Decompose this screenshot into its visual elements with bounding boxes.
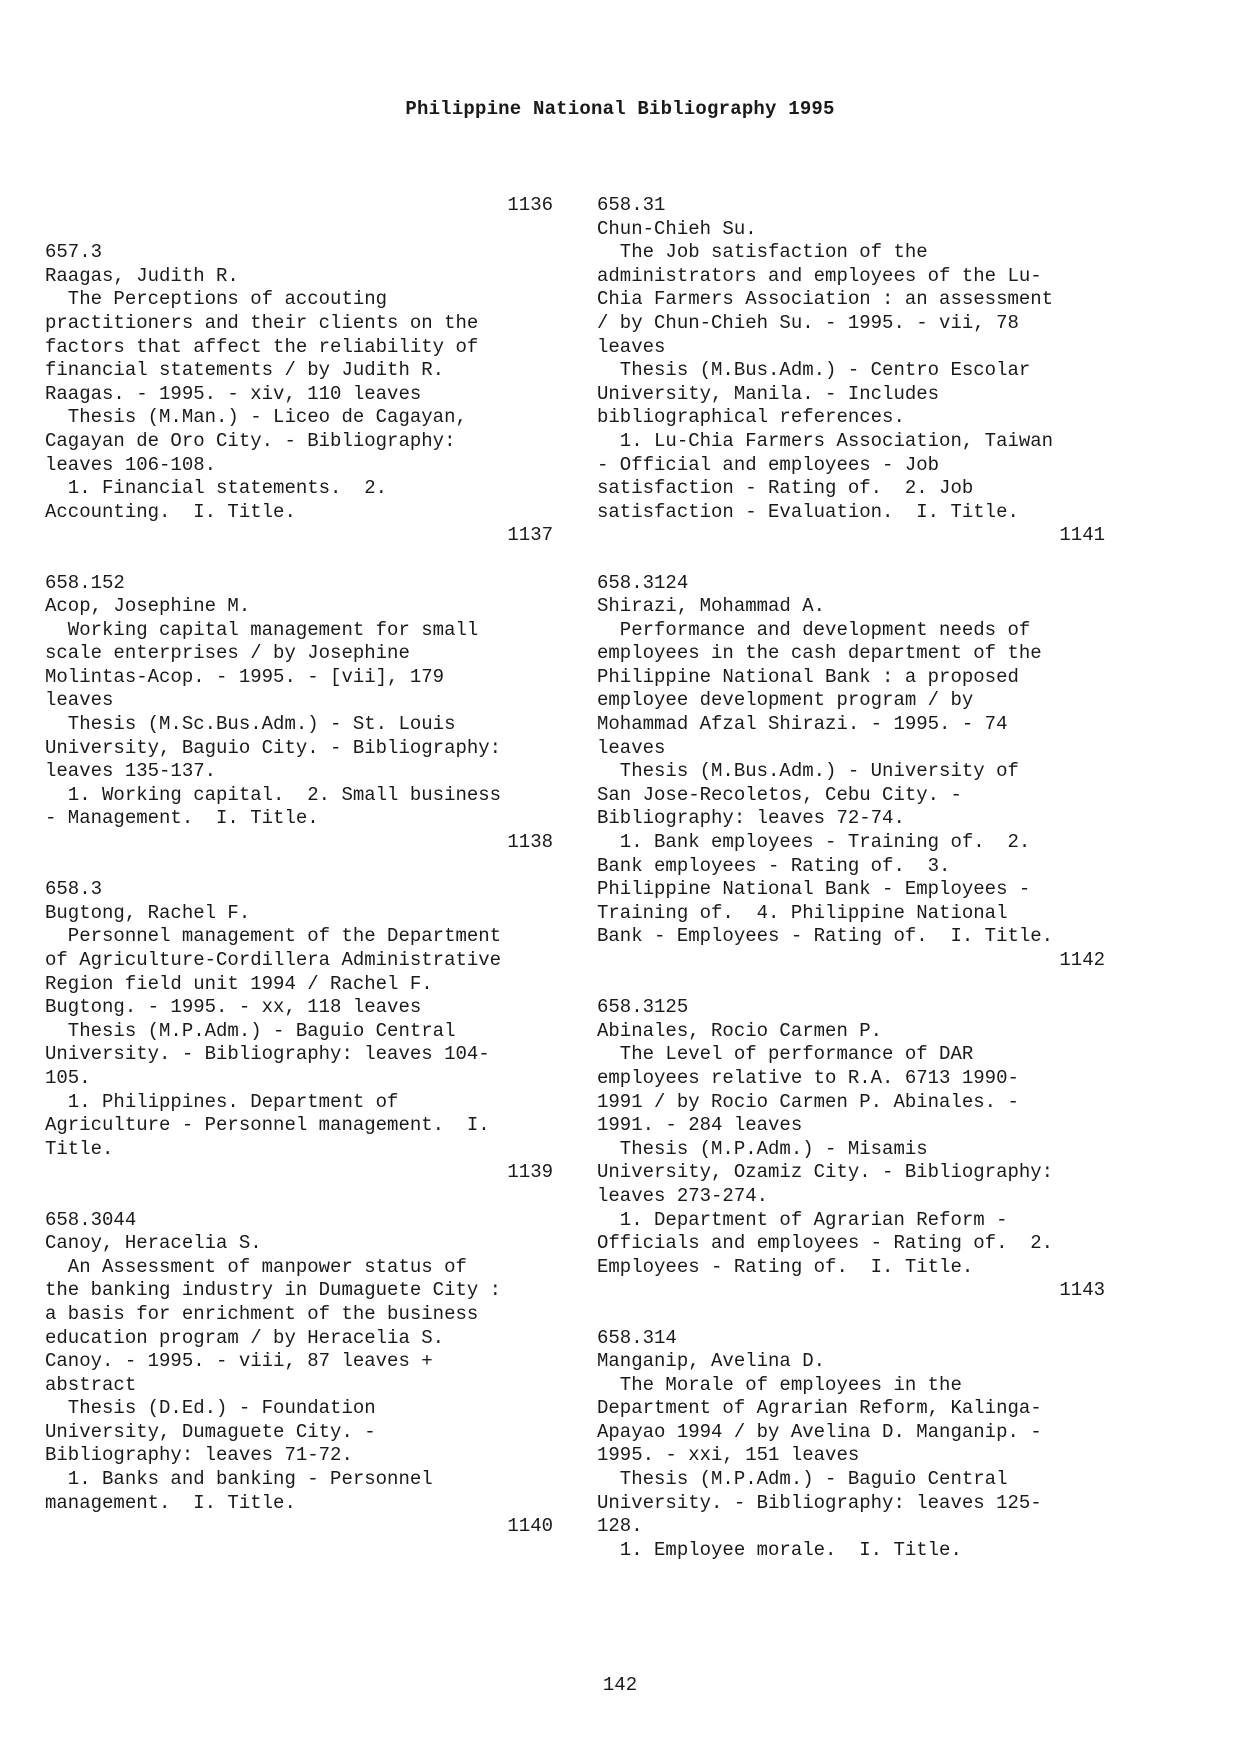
entry-line: Molintas-Acop. - 1995. - [vii], 179: [45, 665, 445, 688]
entry-line: An Assessment of manpower status of: [45, 1255, 467, 1278]
entry-line: leaves 106-108.: [45, 453, 217, 476]
entry-number: 1137: [507, 524, 553, 547]
entry-line: University, Dumaguete City. -: [45, 1420, 376, 1443]
entry-line: Bugtong, Rachel F.: [45, 901, 251, 924]
entry-line: employee development program / by: [597, 689, 974, 712]
entry-line: leaves: [597, 335, 666, 358]
entry-line: Abinales, Rocio Carmen P.: [597, 1019, 883, 1042]
entry-line: University, Manila. - Includes: [597, 382, 940, 405]
entry-line: leaves: [45, 689, 114, 712]
page-title: Philippine National Bibliography 1995: [405, 98, 835, 120]
entry-line: 658.31: [597, 194, 666, 216]
entry-number: 1142: [1059, 949, 1105, 971]
entry-line: University. - Bibliography: leaves 125-: [597, 1491, 1042, 1514]
entry-line: Officials and employees - Rating of. 2.: [597, 1232, 1054, 1255]
entry-line: 1. Lu-Chia Farmers Association, Taiwan: [597, 429, 1054, 452]
entry-line: Thesis (M.Bus.Adm.) - University of: [597, 760, 1019, 783]
entry-line: [45, 218, 553, 242]
entry-line: 1995. - xxi, 151 leaves: [597, 1444, 860, 1467]
entry-line: Philippine National Bank : a proposed: [597, 665, 1019, 688]
entry-line: [45, 1185, 553, 1209]
entry-line: 658.314: [597, 1326, 677, 1349]
entry-line: Working capital management for small: [45, 618, 479, 641]
entry-line: bibliographical references.: [597, 406, 905, 429]
entry-line: 1. Department of Agrarian Reform -: [597, 1208, 1008, 1231]
entry-line: The Job satisfaction of the: [597, 241, 928, 264]
entry-line: University, Baguio City. - Bibliography:: [45, 736, 502, 759]
entry-line: Philippine National Bank - Employees -: [597, 878, 1031, 901]
entry-line: employees in the cash department of the: [597, 642, 1042, 665]
entry-line: 1. Financial statements. 2.: [45, 477, 388, 500]
entry-line: Mohammad Afzal Shirazi. - 1995. - 74: [597, 713, 1008, 736]
entry-line: Region field unit 1994 / Rachel F.: [45, 972, 433, 995]
entry-number: 1143: [1059, 1279, 1105, 1302]
entry-line: management. I. Title.: [45, 1491, 296, 1514]
entry-line: [597, 1303, 1105, 1327]
entry-line: the banking industry in Dumaguete City :: [45, 1279, 502, 1302]
entry-line: leaves: [597, 736, 666, 759]
entry-line: 658.3125: [597, 996, 689, 1019]
entry-line: administrators and employees of the Lu-: [597, 264, 1042, 287]
entry-line: employees relative to R.A. 6713 1990-: [597, 1066, 1019, 1089]
entry-line: satisfaction - Rating of. 2. Job: [597, 477, 974, 500]
entry-line: 658.152: [45, 571, 125, 594]
entry-line: [597, 548, 1105, 572]
entry-line: 1. Banks and banking - Personnel: [45, 1468, 433, 1491]
entry-line: San Jose-Recoletos, Cebu City. -: [597, 783, 962, 806]
entry-line: Bibliography: leaves 72-74.: [597, 807, 905, 830]
entry-line: [45, 548, 553, 572]
entry-line: factors that affect the reliability of: [45, 335, 479, 358]
entry-number: 1139: [507, 1161, 553, 1184]
entry-line: University. - Bibliography: leaves 104-: [45, 1043, 490, 1066]
entry-line: Training of. 4. Philippine National: [597, 901, 1008, 924]
entry-line: Agriculture - Personnel management. I.: [45, 1114, 490, 1137]
entry-line: practitioners and their clients on the: [45, 311, 479, 334]
entry-line: Thesis (M.Sc.Bus.Adm.) - St. Louis: [45, 713, 456, 736]
entry-line: Accounting. I. Title.: [45, 500, 296, 523]
entry-line: 1. Philippines. Department of: [45, 1090, 399, 1113]
entry-number: 1140: [507, 1515, 553, 1538]
entry-line: of Agriculture-Cordillera Administrative: [45, 949, 502, 971]
entry-number: 1138: [507, 831, 553, 854]
entry-line: [45, 855, 553, 879]
entry-line: Performance and development needs of: [597, 618, 1031, 641]
entry-line: Chun-Chieh Su.: [597, 217, 757, 240]
entry-line: satisfaction - Evaluation. I. Title.: [597, 500, 1019, 523]
entry-line: 658.3124: [597, 571, 689, 594]
entry-line: Acop, Josephine M.: [45, 595, 251, 618]
entry-line: 1. Bank employees - Training of. 2.: [597, 831, 1031, 854]
entry-line: - Official and employees - Job: [597, 453, 940, 476]
entry-line: 1. Working capital. 2. Small business: [45, 783, 502, 806]
entry-line: education program / by Heracelia S.: [45, 1326, 445, 1349]
entry-line: Department of Agrarian Reform, Kalinga-: [597, 1397, 1042, 1420]
entry-line: financial statements / by Judith R.: [45, 359, 445, 382]
entry-line: 1991 / by Rocio Carmen P. Abinales. -: [597, 1090, 1019, 1113]
entry-line: Thesis (D.Ed.) - Foundation: [45, 1397, 376, 1420]
entry-line: Thesis (M.P.Adm.) - Baguio Central: [45, 1019, 456, 1042]
entry-line: Manganip, Avelina D.: [597, 1350, 826, 1373]
entry-line: Thesis (M.Bus.Adm.) - Centro Escolar: [597, 359, 1031, 382]
entry-line: University, Ozamiz City. - Bibliography:: [597, 1161, 1054, 1184]
entry-line: abstract: [45, 1373, 137, 1396]
entry-line: Bank - Employees - Rating of. I. Title.: [597, 925, 1054, 948]
entry-line: / by Chun-Chieh Su. - 1995. - vii, 78: [597, 311, 1019, 334]
entry-line: Raagas. - 1995. - xiv, 110 leaves: [45, 382, 422, 405]
entry-line: Apayao 1994 / by Avelina D. Manganip. -: [597, 1420, 1042, 1443]
entry-line: leaves 135-137.: [45, 760, 217, 783]
entry-line: Canoy, Heracelia S.: [45, 1232, 262, 1255]
entry-line: Bugtong. - 1995. - xx, 118 leaves: [45, 996, 422, 1019]
entry-line: Title.: [45, 1137, 114, 1160]
entry-line: Personnel management of the Department: [45, 925, 502, 948]
entry-line: Shirazi, Mohammad A.: [597, 595, 826, 618]
entry-line: Bank employees - Rating of. 3.: [597, 854, 951, 877]
entry-line: 105.: [45, 1066, 91, 1089]
entry-line: a basis for enrichment of the business: [45, 1302, 479, 1325]
entry-line: Chia Farmers Association : an assessment: [597, 288, 1054, 311]
entry-line: Thesis (M.Man.) - Liceo de Cagayan,: [45, 406, 467, 429]
entry-line: Employees - Rating of. I. Title.: [597, 1255, 974, 1278]
entry-number: 1141: [1059, 524, 1105, 547]
entry-line: - Management. I. Title.: [45, 807, 319, 830]
entry-line: 1991. - 284 leaves: [597, 1114, 803, 1137]
entry-line: Thesis (M.P.Adm.) - Misamis: [597, 1137, 928, 1160]
entry-line: [597, 973, 1105, 997]
entry-line: 128.: [597, 1515, 643, 1538]
entry-line: Thesis (M.P.Adm.) - Baguio Central: [597, 1468, 1008, 1491]
entry-line: The Level of performance of DAR: [597, 1043, 974, 1066]
left-column: [45, 194, 553, 1539]
entry-line: 657.3: [45, 241, 103, 264]
page-number: 142: [602, 1674, 638, 1696]
entry-line: Canoy. - 1995. - viii, 87 leaves +: [45, 1350, 433, 1373]
entry-line: Bibliography: leaves 71-72.: [45, 1444, 353, 1467]
entry-line: 658.3044: [45, 1208, 137, 1231]
entry-line: scale enterprises / by Josephine: [45, 642, 410, 665]
right-column: [597, 194, 1105, 1562]
entry-number: 1136: [507, 194, 553, 216]
entry-line: 658.3: [45, 878, 103, 901]
entry-line: The Morale of employees in the: [597, 1373, 962, 1396]
entry-line: Cagayan de Oro City. - Bibliography:: [45, 429, 456, 452]
entry-line: Raagas, Judith R.: [45, 264, 239, 287]
entry-line: 1. Employee morale. I. Title.: [597, 1538, 962, 1561]
entry-line: The Perceptions of accouting: [45, 288, 388, 311]
entry-line: leaves 273-274.: [597, 1184, 769, 1207]
